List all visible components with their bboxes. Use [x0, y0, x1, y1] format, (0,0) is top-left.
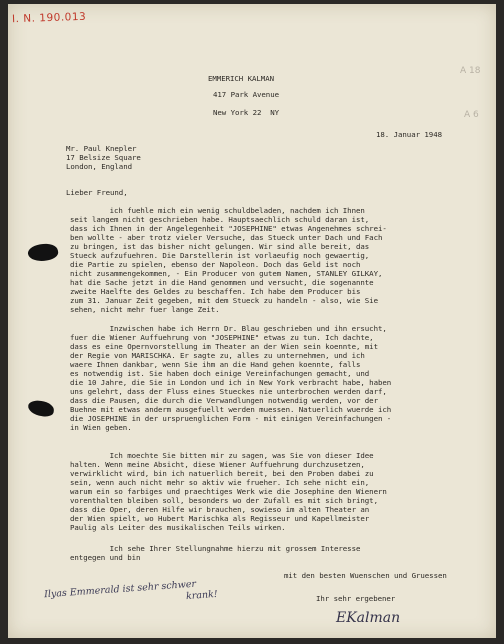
text-line: dass die Oper, deren Hilfe wir brauchen, sowieso im alten Theater an — [70, 505, 370, 514]
handwritten-note-line: krank! — [185, 588, 219, 603]
text-line: fuer die Wiener Auffuehrung von "JOSEPHINE" etwas zu tun. Ich dachte, — [70, 333, 374, 342]
signature: EKalman — [336, 610, 401, 626]
text-line: warum ein so farbiges und praechtiges Werk wie die Josephine den Wienern — [70, 487, 387, 496]
letterhead-name: EMMERICH KALMAN — [208, 74, 274, 83]
letterhead-street: 417 Park Avenue — [213, 90, 279, 99]
text-line: dass die Pausen, die durch die Verwandlungen notwendig werden, vor der — [70, 396, 378, 405]
text-line: die 10 Jahre, die Sie in London und ich in New York verbracht habe, haben — [70, 378, 392, 387]
letterhead-city: New York 22 NY — [213, 108, 279, 117]
text-line: Buehne mit etwas anderm ausgefuellt werden muessen. Natuerlich wuerde ich — [70, 405, 392, 414]
closing-line: mit den besten Wuenschen und Gruessen — [284, 571, 447, 580]
text-line: verwirklicht wird, bin ich natuerlich bereit, bei den Proben dabei zu — [70, 469, 374, 478]
text-line: ich fuehle mich ein wenig schuldbeladen, nachdem ich Ihnen — [70, 206, 365, 215]
ink-blot — [27, 399, 55, 417]
text-line: ben wollte - aber trotz vieler Versuche, das Stueck unter Dach und Fach — [70, 233, 383, 242]
text-line: zum 31. Januar Zeit gegeben, mit dem Stueck zu handeln - also, wie Sie — [70, 296, 378, 305]
text-line: nicht zusammengekommen, - Ein Producer von gutem Namen, STANLEY GILKAY, — [70, 269, 383, 278]
pencil-mark: A 6 — [464, 110, 479, 120]
text-line: Inzwischen habe ich Herrn Dr. Blau geschrieben und ihn ersucht, — [70, 324, 387, 333]
salutation: Lieber Freund, — [66, 188, 128, 197]
text-line: Ich moechte Sie bitten mir zu sagen, was Sie von dieser Idee — [70, 451, 374, 460]
recipient-line: 17 Belsize Square — [66, 153, 141, 162]
text-line: uns gelehrt, dass der Fluss eines Stueckes nie unterbrochen werden darf, — [70, 387, 387, 396]
text-line: seit langem nicht geschrieben habe. Hauptsaechlich schuld daran ist, — [70, 215, 370, 224]
ink-blot — [27, 242, 59, 264]
text-line: dass es eine Opernvorstellung im Theater an der Wien sein koennte, mit — [70, 342, 378, 351]
text-line: zweite Haelfte des Geldes zu beschaffen. Ich habe dem Producer bis — [70, 287, 361, 296]
text-line: waere Ihnen dankbar, wenn Sie ihm an die Hand gehen koennte, falls — [70, 360, 361, 369]
text-line: Paulig als Leiter des musikalischen Teils wirken. — [70, 523, 286, 532]
text-line: in Wien geben. — [70, 423, 132, 432]
text-line: zu bringen, ist das bisher nicht gelungen. Wir sind alle bereit, das — [70, 242, 370, 251]
recipient-line: London, England — [66, 162, 132, 171]
recipient-line: Mr. Paul Knepler — [66, 144, 137, 153]
handwritten-note-line: Ilyas Emmerald ist sehr schwer — [43, 578, 197, 601]
pencil-mark: A 18 — [460, 66, 481, 76]
inventory-number: I. N. 190.013 — [11, 10, 87, 26]
text-line: dass ich Ihnen in der Angelegenheit "JOSEPHINE" etwas Angenehmes schrei- — [70, 224, 387, 233]
text-line: die Partie zu spielen, ebenso der Napoleon. Doch das Geld ist noch — [70, 260, 361, 269]
text-line: sein, wenn auch nicht mehr so aktiv wie frueher. Ich sehe nicht ein, — [70, 478, 370, 487]
sign-off: Ihr sehr ergebener — [316, 594, 396, 603]
text-line: entgegen und bin — [70, 553, 141, 562]
text-line: Ich sehe Ihrer Stellungnahme hierzu mit grossem Interesse — [70, 544, 361, 553]
text-line: die JOSEPHINE in der urspruenglichen Form - mit einigen Vereinfachungen - — [70, 414, 392, 423]
text-line: Stueck aufzufuehren. Die Darstellerin ist vorlaeufig noch gewaertig, — [70, 251, 370, 260]
text-line: hat die Sache jetzt in die Hand genommen und versucht, die sogenannte — [70, 278, 374, 287]
text-line: sehen, nicht mehr fuer lange Zeit. — [70, 305, 220, 314]
text-line: vorenthalten bleiben soll, besonders wo der Zufall es mit sich bringt, — [70, 496, 378, 505]
text-line: der Regie von MARISCHKA. Er sagte zu, alles zu unternehmen, und ich — [70, 351, 365, 360]
text-line: es notwendig ist. Sie haben doch einige Vereinfachungen gemacht, und — [70, 369, 370, 378]
text-line: der Wien spielt, wo Hubert Marischka als Regisseur und Kapellmeister — [70, 514, 370, 523]
letter-page — [8, 4, 496, 638]
letter-date: 18. Januar 1948 — [376, 130, 442, 139]
text-line: halten. Wenn meine Absicht, diese Wiener Auffuehrung durchzusetzen, — [70, 460, 365, 469]
